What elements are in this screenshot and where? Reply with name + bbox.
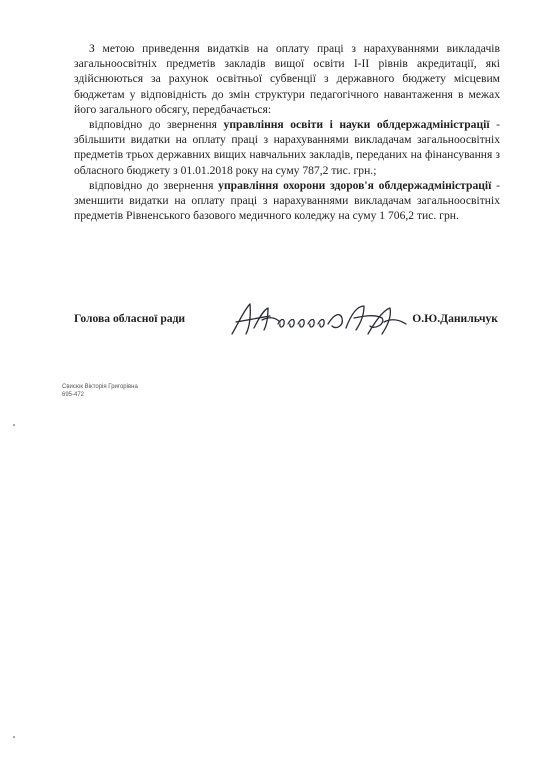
department-name: управління освіти і науки облдержадміністрації [223, 118, 490, 132]
paragraph-text: З метою приведення видатків на оплату праці з нарахуваннями викладачів загальноосвітніх предметів закладів вищої освіти І-ІІ рівнів акредитації, які здійснюються за рахунок освітньої субвенції з державного бюджету місцевим бюджетам у відповідність до змін структури педагогічного навантаження в межах його загального обсягу, передбачається: [74, 42, 500, 116]
paragraph-text: відповідно до звернення [89, 178, 219, 192]
department-name: управління охорони здоров'я облдержадміністрації [218, 178, 492, 192]
signatory-name: О.Ю.Данильчук [412, 312, 498, 325]
executor-phone: 695-472 [62, 392, 85, 398]
signature-block [74, 300, 500, 340]
paragraph-text: - збільшити видатки на оплату праці з нарахуваннями викладачам загальноосвітніх предметів трьох державних вищих навчальних закладів, переданих на фінансування з обласного бюджету з 01.01.2018 року на суму 787,2 тис. грн.; [74, 118, 501, 177]
scan-speck [13, 424, 15, 426]
paragraph-intro [74, 41, 500, 117]
paragraph-education [74, 117, 500, 178]
executor-footer [62, 383, 138, 399]
paragraph-health [74, 178, 500, 224]
document-body [74, 41, 500, 223]
signatory-title: Голова обласної ради [74, 312, 186, 325]
handwritten-signature-icon [224, 300, 424, 340]
paragraph-text: - зменшити видатки на оплату праці з нарахуваннями викладачам загальноосвітніх предметів Рівненського базового медичного коледжу на суму 1 706,2 тис. грн. [74, 178, 500, 223]
paragraph-text: відповідно до звернення [89, 118, 224, 132]
scan-speck [13, 736, 15, 738]
executor-name: Свисюк Вікторія Григорівна [62, 384, 138, 390]
